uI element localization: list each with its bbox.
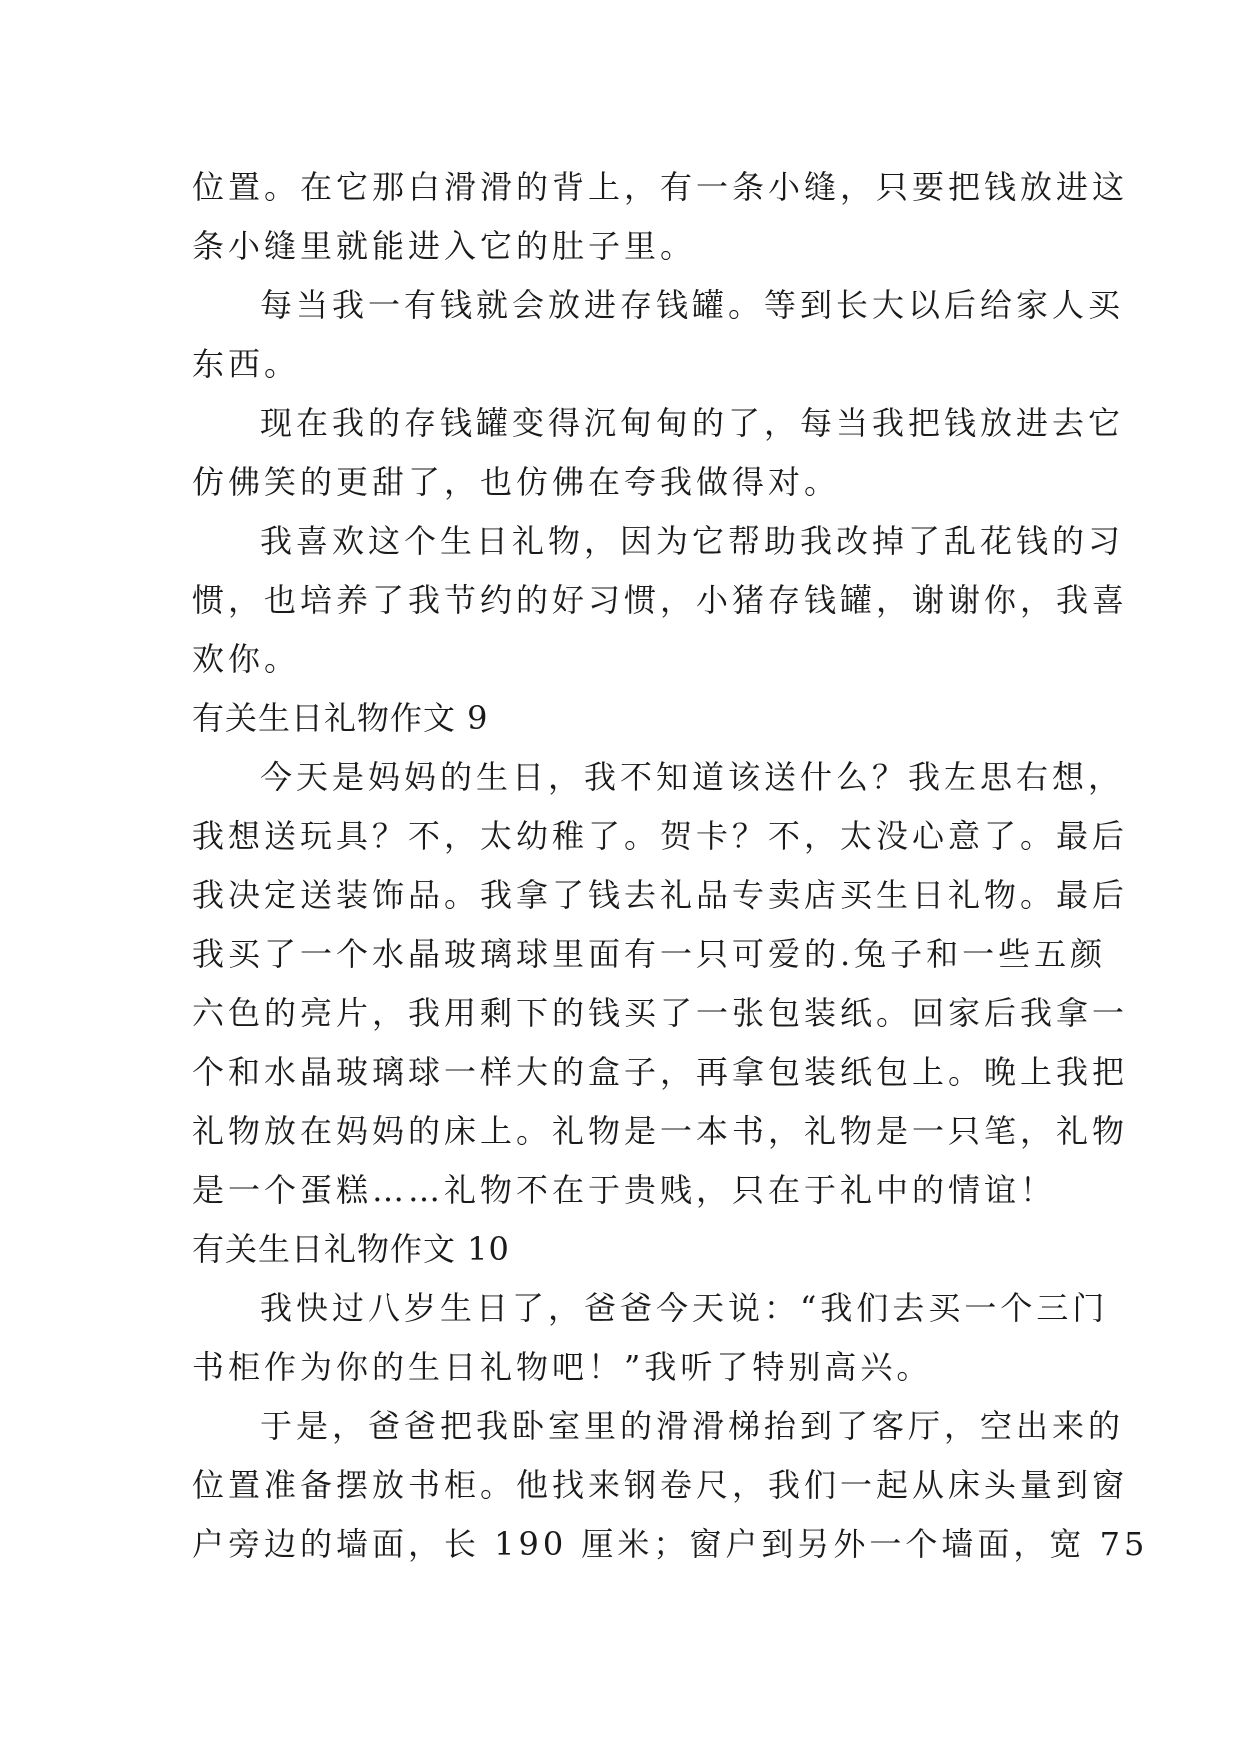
text-line: 仿佛笑的更甜了，也仿佛在夸我做得对。 [192, 463, 841, 501]
text-line: 欢你。 [192, 640, 301, 678]
text-line: 书柜作为你的生日礼物吧！”我听了特别高兴。 [192, 1348, 933, 1386]
text-line: 我买了一个水晶玻璃球里面有一只可爱的.兔子和一些五颜 [192, 935, 1107, 973]
text-line: 礼物放在妈妈的床上。礼物是一本书，礼物是一只笔，礼物 [192, 1112, 1129, 1150]
document-body [192, 158, 1149, 1574]
section-heading: 有关生日礼物作文 9 [192, 699, 489, 737]
text-line: 我想送玩具？不，太幼稚了。贺卡？不，太没心意了。最后 [192, 817, 1129, 855]
text-line: 个和水晶玻璃球一样大的盒子，再拿包装纸包上。晚上我把 [192, 1053, 1129, 1091]
text-line: 位置。在它那白滑滑的背上，有一条小缝，只要把钱放进这 [192, 168, 1129, 206]
text-line: 东西。 [192, 345, 301, 383]
text-line: 六色的亮片，我用剩下的钱买了一张包装纸。回家后我拿一 [192, 994, 1129, 1032]
text-line: 我快过八岁生日了，爸爸今天说：“我们去买一个三门 [260, 1289, 1109, 1327]
section-heading: 有关生日礼物作文 10 [192, 1230, 510, 1268]
text-line: 于是，爸爸把我卧室里的滑滑梯抬到了客厅，空出来的 [260, 1407, 1125, 1445]
text-line: 我决定送装饰品。我拿了钱去礼品专卖店买生日礼物。最后 [192, 876, 1129, 914]
text-line: 条小缝里就能进入它的肚子里。 [192, 227, 697, 265]
text-line: 今天是妈妈的生日，我不知道该送什么？我左思右想， [260, 758, 1125, 796]
text-line: 每当我一有钱就会放进存钱罐。等到长大以后给家人买 [260, 286, 1125, 324]
text-line: 户旁边的墙面，长 190 厘米；窗户到另外一个墙面，宽 75 [192, 1525, 1149, 1563]
text-line: 是一个蛋糕……礼物不在于贵贱，只在于礼中的情谊！ [192, 1171, 1057, 1209]
text-line: 现在我的存钱罐变得沉甸甸的了，每当我把钱放进去它 [260, 404, 1125, 442]
text-line: 惯，也培养了我节约的好习惯，小猪存钱罐，谢谢你，我喜 [192, 581, 1129, 619]
text-line: 位置准备摆放书柜。他找来钢卷尺，我们一起从床头量到窗 [192, 1466, 1129, 1504]
text-line: 我喜欢这个生日礼物，因为它帮助我改掉了乱花钱的习 [260, 522, 1125, 560]
